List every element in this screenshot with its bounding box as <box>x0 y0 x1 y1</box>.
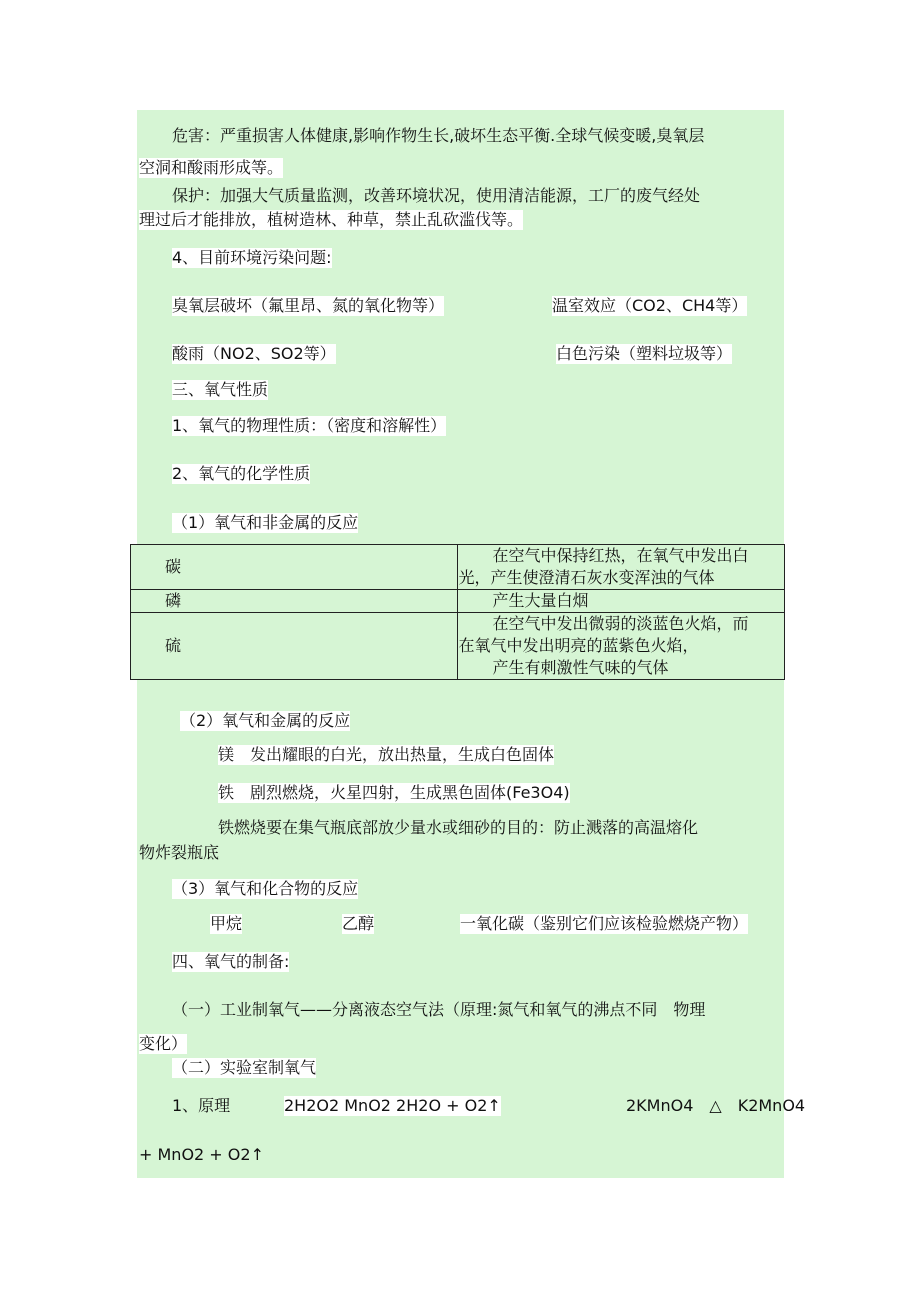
compound-methane: 甲烷 <box>210 914 243 933</box>
section-oxygen-properties: 三、氧气性质 <box>172 380 269 399</box>
equation-kmno4-cont: + MnO2 + O2↑ <box>139 1145 264 1164</box>
industrial-method-line-2: 变化） <box>139 1034 188 1053</box>
table-row <box>131 613 785 680</box>
harm-line-1: 危害：严重损害人体健康,影响作物生长,破坏生态平衡.全球气候变暖,臭氧层 <box>172 126 705 145</box>
protect-line-1: 保护：加强大气质量监测，改善环境状况，使用清洁能源，工厂的废气经处 <box>172 186 701 205</box>
sulfur-desc-2: 在氧气中发出明亮的蓝紫色火焰， <box>458 635 784 657</box>
element-sulfur: 硫 <box>131 613 457 679</box>
harm-line-2: 空洞和酸雨形成等。 <box>139 158 284 177</box>
pollution-heading: 4、目前环境污染问题: <box>172 248 332 267</box>
phosphorus-desc: 产生大量白烟 <box>458 590 784 612</box>
lab-method-heading: （二）实验室制氧气 <box>172 1058 317 1077</box>
table-row <box>131 590 785 613</box>
compound-reaction-heading: （3）氧气和化合物的反应 <box>172 879 359 898</box>
magnesium-reaction: 镁 发出耀眼的白光，放出热量，生成白色固体 <box>218 745 555 764</box>
element-carbon: 碳 <box>131 545 457 589</box>
physical-properties: 1、氧气的物理性质：（密度和溶解性） <box>172 416 447 435</box>
sulfur-desc-3: 产生有刺激性气味的气体 <box>458 657 784 679</box>
equation-h2o2: 2H2O2 MnO2 2H2O + O2↑ <box>284 1096 501 1115</box>
principle-label: 1、原理 <box>172 1096 231 1115</box>
nonmetal-reaction-table <box>130 544 785 680</box>
section-oxygen-preparation: 四、氧气的制备: <box>172 952 290 971</box>
pollution-greenhouse: 温室效应（CO2、CH4等） <box>552 296 748 315</box>
chemical-properties: 2、氧气的化学性质 <box>172 464 311 483</box>
element-phosphorus: 磷 <box>131 590 457 612</box>
iron-reaction: 铁 剧烈燃烧，火星四射，生成黑色固体(Fe3O4) <box>218 783 570 802</box>
carbon-desc-2: 光，产生使澄清石灰水变浑浊的气体 <box>458 567 784 589</box>
pollution-white: 白色污染（塑料垃圾等） <box>556 344 733 363</box>
equation-kmno4: 2KMnO4 △ K2MnO4 <box>626 1096 806 1115</box>
pollution-acid-rain: 酸雨（NO2、SO2等） <box>172 344 336 363</box>
industrial-method-line-1: （一）工业制氧气——分离液态空气法（原理:氮气和氧气的沸点不同 物理 <box>172 1000 706 1019</box>
pollution-ozone: 臭氧层破坏（氟里昂、氮的氧化物等） <box>172 296 445 315</box>
iron-note-line-2: 物炸裂瓶底 <box>139 843 220 862</box>
table-row <box>131 545 785 590</box>
nonmetal-reaction-heading: （1）氧气和非金属的反应 <box>172 513 359 532</box>
compound-carbon-monoxide: 一氧化碳（鉴别它们应该检验燃烧产物） <box>460 914 749 933</box>
metal-reaction-heading: （2）氧气和金属的反应 <box>180 711 351 730</box>
protect-line-2: 理过后才能排放，植树造林、种草，禁止乱砍滥伐等。 <box>139 210 524 229</box>
iron-note-line-1: 铁燃烧要在集气瓶底部放少量水或细砂的目的：防止溅落的高温熔化 <box>218 818 699 837</box>
compound-ethanol: 乙醇 <box>342 914 375 933</box>
carbon-desc-1: 在空气中保持红热，在氧气中发出白 <box>458 545 784 567</box>
sulfur-desc-1: 在空气中发出微弱的淡蓝色火焰，而 <box>458 613 784 635</box>
